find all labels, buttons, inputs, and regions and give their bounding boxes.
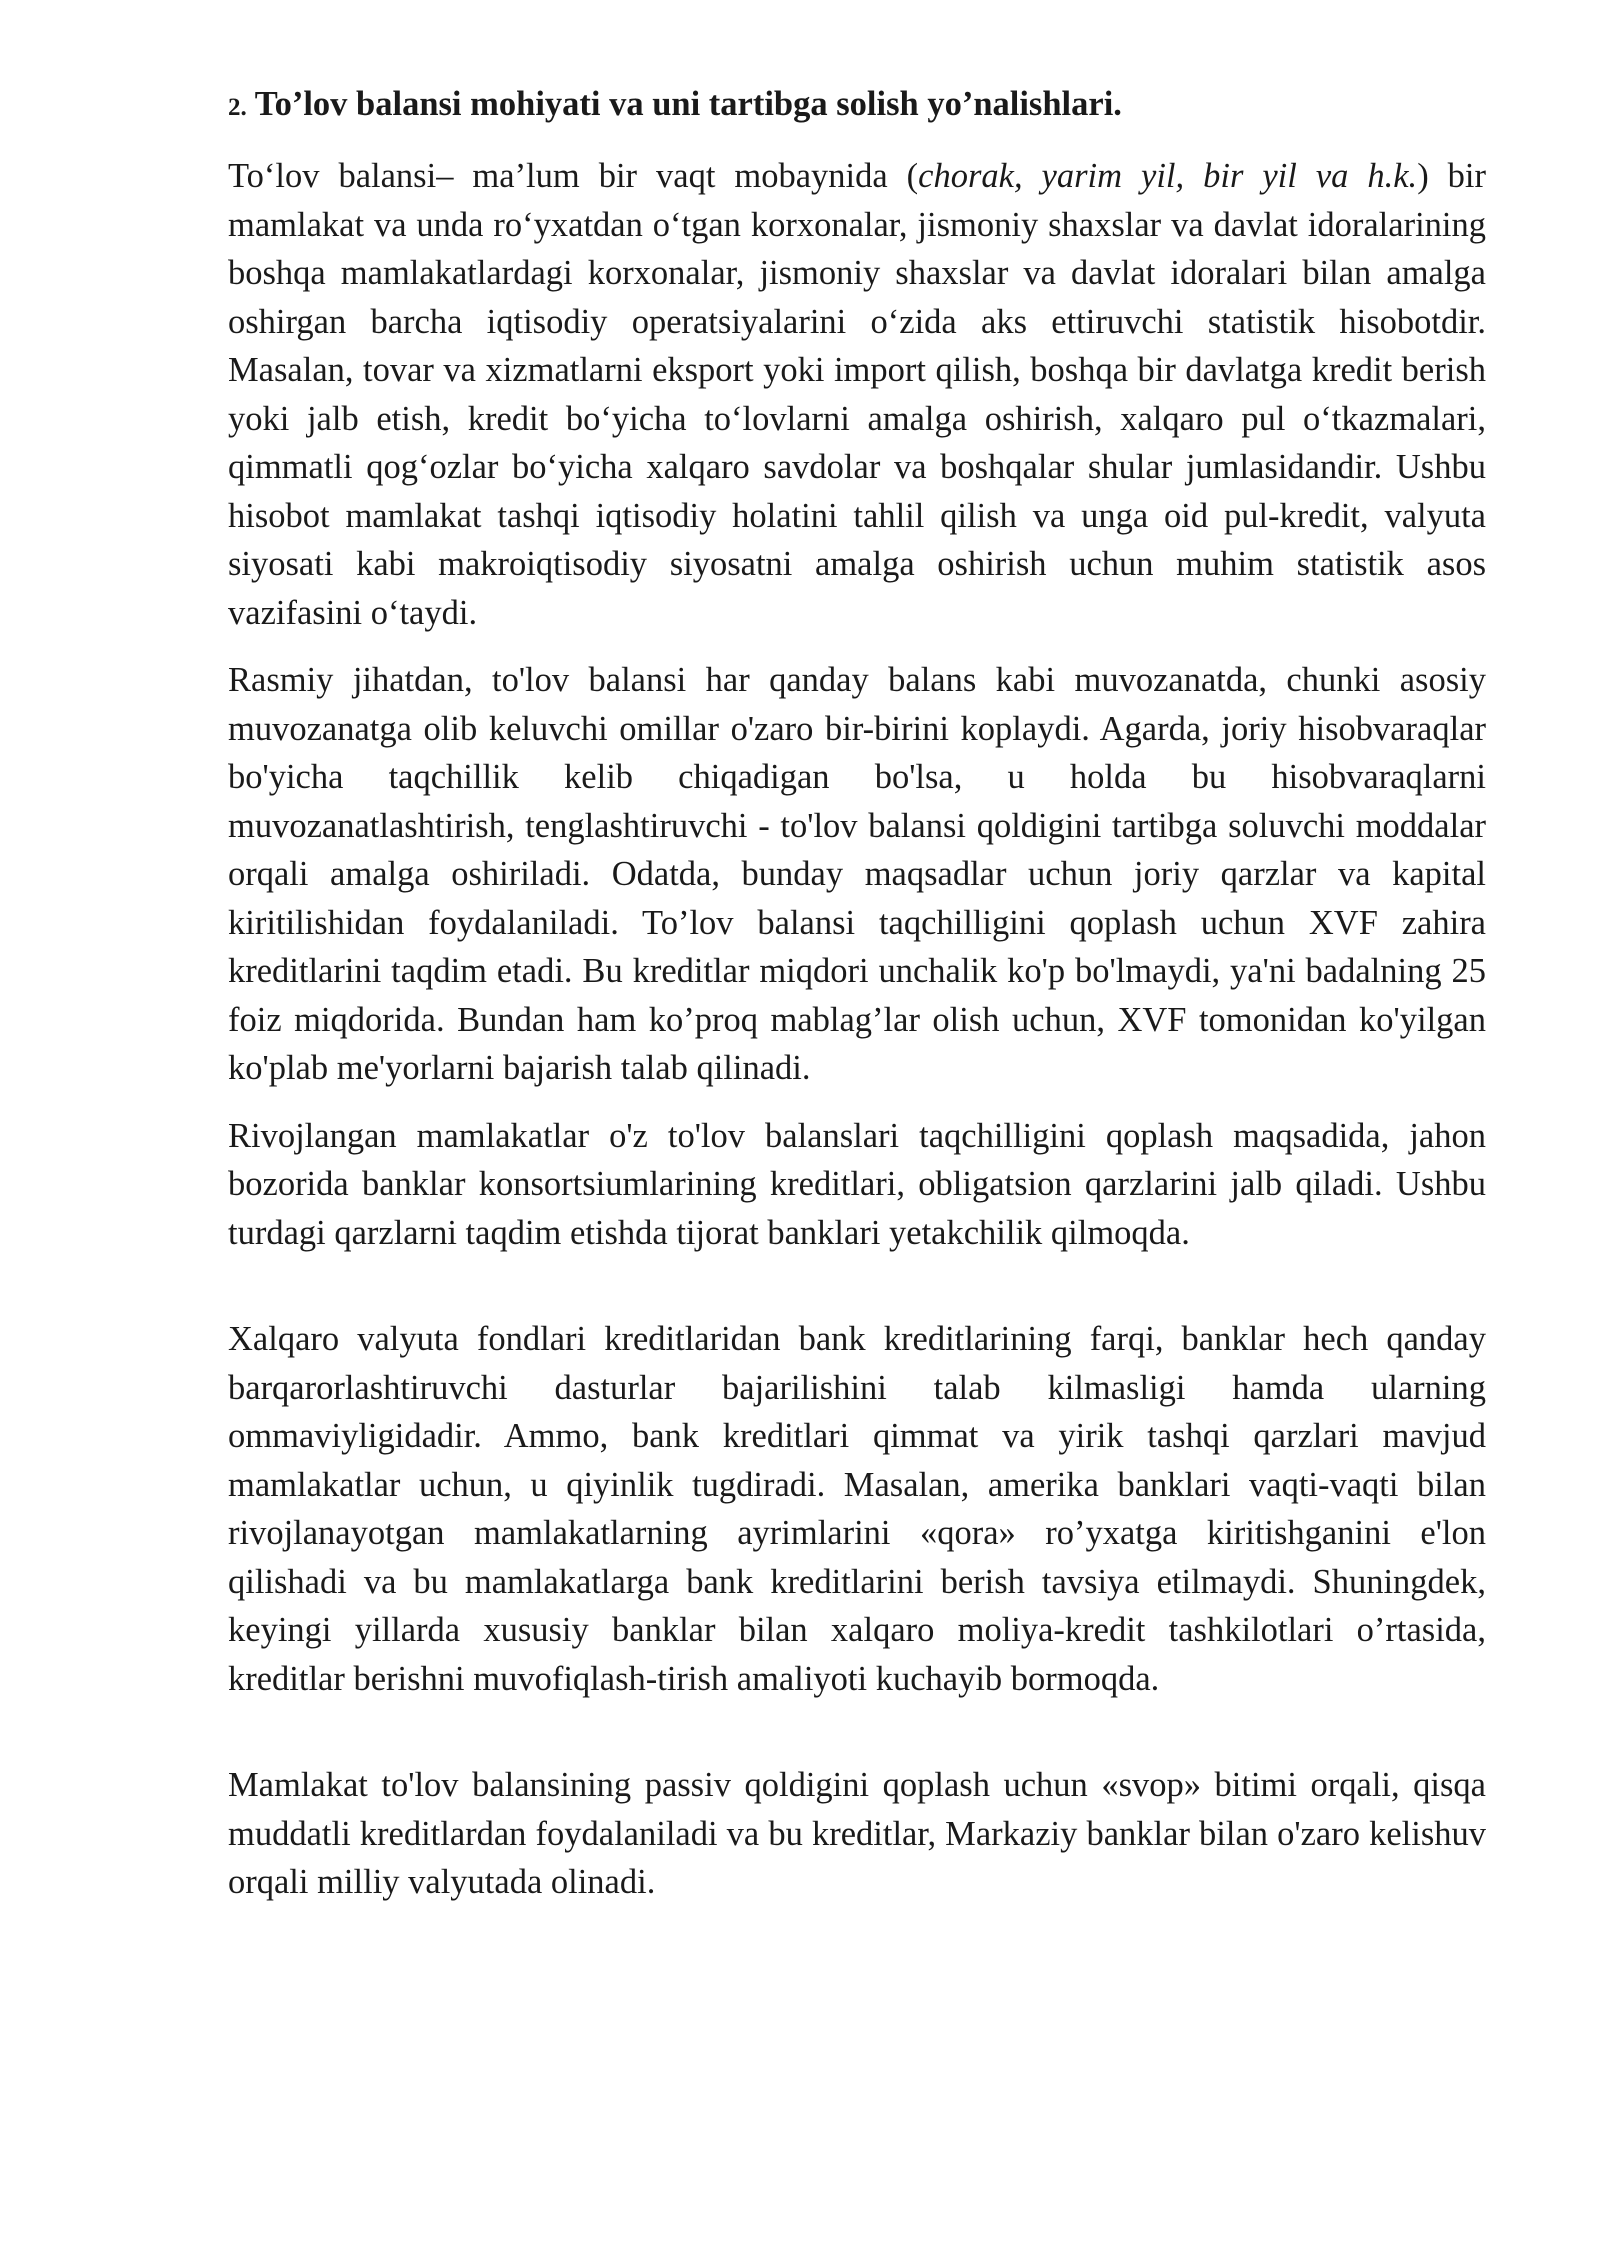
paragraph-developed-countries: Rivojlangan mamlakatlar o'z to'lov balanslari taqchilligini qoplash maqsadida, jahon bozorida banklar konsortsiumlarining kreditlari, obligatsion qarzlarini jalb qiladi. Ushbu turdagi qarzlarni taqdim etishda tijorat banklari yetakchilik qilmoqda.	[228, 1116, 1486, 1252]
section-heading	[228, 80, 1486, 132]
paragraph-definition-italic: chorak, yarim yil, bir yil va h.k.	[918, 157, 1418, 195]
paragraph-bank-credits: Xalqaro valyuta fondlari kreditlaridan bank kreditlarining farqi, banklar hech qanday barqarorlashtiruvchi dasturlar bajarilishini talab kilmasligi hamda ularning ommaviyligidadir. Ammo, bank kreditlari qimmat va yirik tashqi qarzlari mavjud mamlakatlar uchun, u qiyinlik tugdiradi. Masalan, amerika banklari vaqti-vaqti bilan rivojlanayotgan mamlakatlarning ayrimlarini «qora» ro’yxatga kiritishganini e'lon qilishadi va bu mamlakatlarga bank kreditlarini berish tavsiya etilmaydi. Shuningdek, keyingi yillarda xususiy banklar bilan xalqaro moliya-kredit tashkilotlari o’rtasida, kreditlar berishni muvofiqlash-tirish amaliyoti kuchayib bormoqda.	[228, 1320, 1486, 1698]
document-page	[228, 80, 1486, 1907]
paragraph-swap-deal: Mamlakat to'lov balansining passiv qoldigini qoplash uchun «svop» bitimi orqali, qisqa muddatli kreditlardan foydalaniladi va bu kreditlar, Markaziy banklar bilan o'zaro kelishuv orqali milliy valyutada olinadi.	[228, 1766, 1486, 1901]
paragraph-definition	[228, 152, 1486, 637]
section-number: 2.	[228, 94, 247, 121]
section-title: To’lov balansi mohiyati va uni tartibga solish yo’nalishlari.	[246, 85, 1122, 123]
paragraph-balance-equilibrium: Rasmiy jihatdan, to'lov balansi har qanday balans kabi muvozanatda, chunki asosiy muvozanatga olib keluvchi omillar o'zaro bir-birini koplaydi. Agarda, joriy hisobvaraqlar bo'yicha taqchillik kelib chiqadigan bo'lsa, u holda bu hisobvaraqlarni muvozanatlashtirish, tenglashtiruvchi - to'lov balansi qoldigini tartibga soluvchi moddalar orqali amalga oshiriladi. Odatda, bunday maqsadlar uchun joriy qarzlar va kapital kiritilishidan foydalaniladi. To’lov balansi taqchilligini qoplash uchun XVF zahira kreditlarini taqdim etadi. Bu kreditlar miqdori unchalik ko'p bo'lmaydi, ya'ni badalning 25 foiz miqdorida. Bundan ham ko’proq mablag’lar olish uchun, XVF tomonidan ko'yilgan ko'plab me'yorlarni bajarish talab qilinadi.	[228, 661, 1486, 1087]
paragraph-definition-rest: ) bir mamlakat va unda ro‘yxatdan o‘tgan korxonalar, jismoniy shaxslar va davlat idoralarining boshqa mamlakatlardagi korxonalar, jismoniy shaxslar va davlat idoralari bilan amalga oshirgan barcha iqtisodiy operatsiyalarini o‘zida aks ettiruvchi statistik hisobotdir. Masalan, tovar va xizmatlarni eksport yoki import qilish, boshqa bir davlatga kredit berish yoki jalb etish, kredit bo‘yicha to‘lovlarni amalga oshirish, xalqaro pul o‘tkazmalari, qimmatli qog‘ozlar bo‘yicha xalqaro savdolar va boshqalar shular jumlasidandir. Ushbu hisobot mamlakat tashqi iqtisodiy holatini tahlil qilish va unga oid pul-kredit, valyuta siyosati kabi makroiqtisodiy siyosatni amalga oshirish uchun muhim statistik asos vazifasini o‘taydi.	[228, 157, 1486, 632]
paragraph-definition-start: To‘lov balansi– ma’lum bir vaqt mobaynida (	[228, 157, 919, 195]
